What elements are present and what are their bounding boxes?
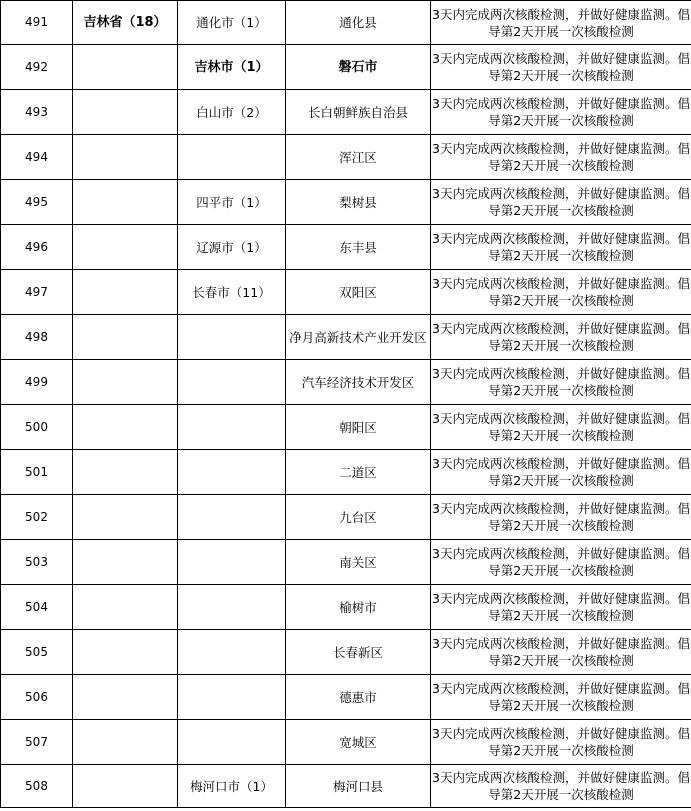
row-number: 500 xyxy=(1,405,73,450)
province-cell xyxy=(73,270,178,315)
province-cell xyxy=(73,765,178,808)
table-row xyxy=(1,405,691,450)
city-cell xyxy=(178,360,286,405)
table-row xyxy=(1,1,691,45)
row-number: 505 xyxy=(1,630,73,675)
row-number: 506 xyxy=(1,675,73,720)
county-cell: 通化县 xyxy=(286,1,431,45)
measure-cell: 3天内完成两次核酸检测，并做好健康监测。倡导第2天开展一次核酸检测 xyxy=(431,1,691,45)
table-row xyxy=(1,135,691,180)
province-cell xyxy=(73,720,178,765)
measure-cell: 3天内完成两次核酸检测，并做好健康监测。倡导第2天开展一次核酸检测 xyxy=(431,585,691,630)
province-cell xyxy=(73,540,178,585)
province-cell xyxy=(73,180,178,225)
table-row xyxy=(1,540,691,585)
city-cell: 长春市（11） xyxy=(178,270,286,315)
province-cell xyxy=(73,675,178,720)
province-cell xyxy=(73,315,178,360)
table-row xyxy=(1,630,691,675)
table-row xyxy=(1,315,691,360)
city-cell xyxy=(178,405,286,450)
county-cell: 九台区 xyxy=(286,495,431,540)
city-cell: 辽源市（1） xyxy=(178,225,286,270)
measure-cell: 3天内完成两次核酸检测，并做好健康监测。倡导第2天开展一次核酸检测 xyxy=(431,225,691,270)
city-cell xyxy=(178,135,286,180)
row-number: 501 xyxy=(1,450,73,495)
province-cell xyxy=(73,360,178,405)
city-cell xyxy=(178,315,286,360)
table-row xyxy=(1,450,691,495)
county-cell: 宽城区 xyxy=(286,720,431,765)
city-cell xyxy=(178,675,286,720)
city-cell xyxy=(178,540,286,585)
city-cell xyxy=(178,720,286,765)
province-cell xyxy=(73,585,178,630)
province-cell xyxy=(73,630,178,675)
measure-cell: 3天内完成两次核酸检测，并做好健康监测。倡导第2天开展一次核酸检测 xyxy=(431,135,691,180)
province-cell xyxy=(73,135,178,180)
province-cell xyxy=(73,405,178,450)
province-cell: 吉林省（18） xyxy=(73,1,178,45)
measure-cell: 3天内完成两次核酸检测，并做好健康监测。倡导第2天开展一次核酸检测 xyxy=(431,630,691,675)
measure-cell: 3天内完成两次核酸检测，并做好健康监测。倡导第2天开展一次核酸检测 xyxy=(431,315,691,360)
county-cell: 德惠市 xyxy=(286,675,431,720)
measure-cell: 3天内完成两次核酸检测，并做好健康监测。倡导第2天开展一次核酸检测 xyxy=(431,675,691,720)
county-cell: 浑江区 xyxy=(286,135,431,180)
table-row xyxy=(1,45,691,90)
measure-cell: 3天内完成两次核酸检测，并做好健康监测。倡导第2天开展一次核酸检测 xyxy=(431,450,691,495)
row-number: 498 xyxy=(1,315,73,360)
measure-cell: 3天内完成两次核酸检测，并做好健康监测。倡导第2天开展一次核酸检测 xyxy=(431,720,691,765)
table-row xyxy=(1,585,691,630)
county-cell: 长春新区 xyxy=(286,630,431,675)
measure-cell: 3天内完成两次核酸检测，并做好健康监测。倡导第2天开展一次核酸检测 xyxy=(431,765,691,808)
row-number: 492 xyxy=(1,45,73,90)
table-row xyxy=(1,495,691,540)
row-number: 495 xyxy=(1,180,73,225)
row-number: 494 xyxy=(1,135,73,180)
row-number: 508 xyxy=(1,765,73,808)
row-number: 493 xyxy=(1,90,73,135)
county-cell: 朝阳区 xyxy=(286,405,431,450)
city-cell xyxy=(178,495,286,540)
province-cell xyxy=(73,495,178,540)
table-row xyxy=(1,675,691,720)
measure-cell: 3天内完成两次核酸检测，并做好健康监测。倡导第2天开展一次核酸检测 xyxy=(431,540,691,585)
county-cell: 二道区 xyxy=(286,450,431,495)
city-cell: 白山市（2） xyxy=(178,90,286,135)
city-cell xyxy=(178,585,286,630)
city-cell: 梅河口市（1） xyxy=(178,765,286,808)
measure-cell: 3天内完成两次核酸检测，并做好健康监测。倡导第2天开展一次核酸检测 xyxy=(431,360,691,405)
county-cell: 梨树县 xyxy=(286,180,431,225)
row-number: 504 xyxy=(1,585,73,630)
row-number: 496 xyxy=(1,225,73,270)
table-row xyxy=(1,720,691,765)
table-row xyxy=(1,765,691,808)
row-number: 491 xyxy=(1,1,73,45)
row-number: 499 xyxy=(1,360,73,405)
table-row xyxy=(1,90,691,135)
table-row xyxy=(1,360,691,405)
county-cell: 双阳区 xyxy=(286,270,431,315)
county-cell: 南关区 xyxy=(286,540,431,585)
row-number: 507 xyxy=(1,720,73,765)
row-number: 503 xyxy=(1,540,73,585)
measure-cell: 3天内完成两次核酸检测，并做好健康监测。倡导第2天开展一次核酸检测 xyxy=(431,405,691,450)
table-row xyxy=(1,225,691,270)
county-cell: 东丰县 xyxy=(286,225,431,270)
city-cell: 通化市（1） xyxy=(178,1,286,45)
city-cell xyxy=(178,630,286,675)
measure-cell: 3天内完成两次核酸检测，并做好健康监测。倡导第2天开展一次核酸检测 xyxy=(431,180,691,225)
city-cell: 四平市（1） xyxy=(178,180,286,225)
city-cell xyxy=(178,450,286,495)
county-cell: 汽车经济技术开发区 xyxy=(286,360,431,405)
table-row xyxy=(1,180,691,225)
measure-cell: 3天内完成两次核酸检测，并做好健康监测。倡导第2天开展一次核酸检测 xyxy=(431,495,691,540)
province-cell xyxy=(73,45,178,90)
county-cell: 净月高新技术产业开发区 xyxy=(286,315,431,360)
province-cell xyxy=(73,450,178,495)
row-number: 502 xyxy=(1,495,73,540)
province-cell xyxy=(73,90,178,135)
measure-cell: 3天内完成两次核酸检测，并做好健康监测。倡导第2天开展一次核酸检测 xyxy=(431,270,691,315)
measure-cell: 3天内完成两次核酸检测，并做好健康监测。倡导第2天开展一次核酸检测 xyxy=(431,90,691,135)
province-cell xyxy=(73,225,178,270)
county-cell: 梅河口县 xyxy=(286,765,431,808)
county-cell: 长白朝鲜族自治县 xyxy=(286,90,431,135)
city-cell: 吉林市（1） xyxy=(178,45,286,90)
county-cell: 榆树市 xyxy=(286,585,431,630)
county-cell: 磐石市 xyxy=(286,45,431,90)
measure-cell: 3天内完成两次核酸检测，并做好健康监测。倡导第2天开展一次核酸检测 xyxy=(431,45,691,90)
row-number: 497 xyxy=(1,270,73,315)
table-row xyxy=(1,270,691,315)
